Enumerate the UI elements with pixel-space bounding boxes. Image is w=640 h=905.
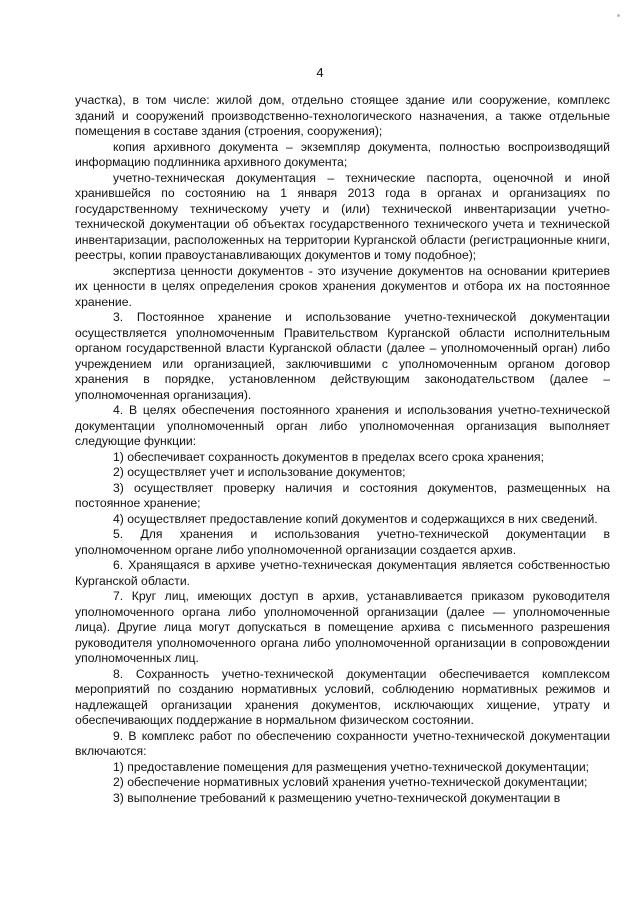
page-number: 4 [316, 65, 324, 80]
list-item: 1) предоставление помещения для размещения учетно-технической документации; [113, 759, 590, 774]
paragraph: участка), в том числе: жилой дом, отдельно стоящее здание или сооружение, комплекс зданий и сооружений производственно-технологического назначения, а также отдельные помещения в составе здания (строения, сооружения); [75, 93, 610, 138]
list-item: 4) осуществляет предоставление копий документов и содержащихся в них сведений. [113, 511, 598, 526]
paragraph: учетно-техническая документация – технические паспорта, оценочной и иной хранившейся по состоянию на 1 января 2013 года в органах и организациях по государственному техническому учету и (или) технической инвентаризации учетно-технической документации об объектах государственного технического учета и технической инвентаризации, расположенных на территории Курганской области (регистрационные книги, реестры, копии правоустанавливающих документов и тому подобное); [75, 170, 610, 262]
paragraph: 4. В целях обеспечения постоянного хранения и использования учетно-технической документации уполномоченный орган либо уполномоченная организация выполняет следующие функции: [75, 403, 610, 448]
document-body [75, 93, 610, 806]
scan-speck [617, 14, 620, 17]
paragraph: 6. Хранящаяся в архиве учетно-техническая документация является собственностью Курганской области. [75, 558, 610, 588]
list-item: 2) обеспечение нормативных условий хранения учетно-технической документации; [113, 775, 588, 789]
list-item: 3) осуществляет проверку наличия и состояния документов, размещенных на постоянное хранение; [75, 480, 610, 510]
paragraph: 9. В комплекс работ по обеспечению сохранности учетно-технической документации включаются: [75, 728, 610, 758]
paragraph: 7. Круг лиц, имеющих доступ в архив, устанавливается приказом руководителя уполномоченного органа либо уполномоченной организации (далее — уполномоченные лица). Другие лица могут допускаться в помещение архива с письменного разрешения руководителя уполномоченного органа либо уполномоченной организации в сопровождении уполномоченных лиц. [75, 589, 610, 665]
paragraph: экспертиза ценности документов - это изучение документов на основании критериев их ценности в целях определения сроков хранения документов и отбора их на постоянное хранение. [75, 263, 610, 309]
list-item: 2) осуществляет учет и использование документов; [113, 465, 406, 479]
paragraph: 3. Постоянное хранение и использование учетно-технической документации осуществляется уполномоченным Правительством Курганской области исполнительным органом государственной власти Курганской области (далее – уполномоченный орган) либо учреждением или организацией, заключившими с уполномоченным органом договор хранения в порядке, установленном действующим законодательством (далее – уполномоченная организация). [75, 310, 610, 402]
list-item: 1) обеспечивает сохранность документов в пределах всего срока хранения; [113, 449, 545, 464]
list-item: 3) выполнение требований к размещению учетно-технической документации в [113, 790, 561, 805]
paragraph: 5. Для хранения и использования учетно-технической документации в уполномоченном органе либо уполномоченной организации создается архив. [75, 527, 610, 557]
paragraph: копия архивного документа – экземпляр документа, полностью воспроизводящий информацию подлинника архивного документа; [75, 139, 610, 169]
paragraph: 8. Сохранность учетно-технической документации обеспечивается комплексом мероприятий по созданию нормативных условий, соблюдению нормативных режимов и надлежащей организации хранения документов, исключающих хищение, утрату и обеспечивающих поддержание в нормальном физическом состоянии. [75, 666, 610, 727]
